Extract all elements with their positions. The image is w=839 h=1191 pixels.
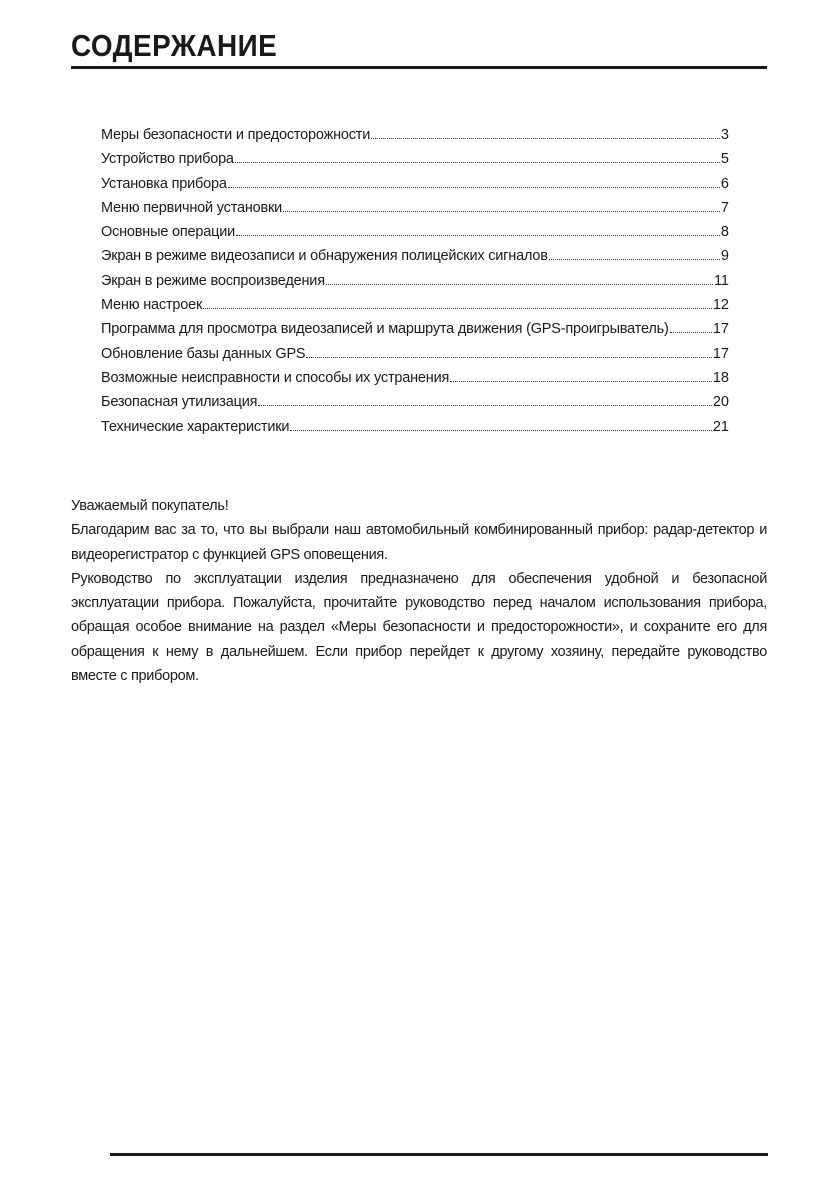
toc-item-label: Технические характеристики — [101, 418, 290, 435]
toc-item-label: Экран в режиме видеозаписи и обнаружения полицейских сигналов — [101, 248, 548, 265]
toc-leader-dots — [670, 332, 712, 333]
toc-item[interactable] — [101, 321, 729, 345]
toc-item-page: 17 — [712, 345, 729, 362]
toc-item-page: 17 — [712, 321, 729, 338]
title-divider — [71, 66, 767, 69]
toc-leader-dots — [235, 162, 720, 163]
toc-item-label: Устройство прибора — [101, 151, 234, 168]
toc-item[interactable] — [101, 248, 729, 272]
toc-item-page: 7 — [720, 199, 729, 216]
footer-divider — [110, 1153, 768, 1156]
toc-leader-dots — [203, 308, 712, 309]
toc-item-label: Установка прибора — [101, 175, 227, 192]
page-title: СОДЕРЖАНИЕ — [71, 28, 278, 63]
toc-item-page: 21 — [712, 418, 729, 435]
toc-leader-dots — [450, 381, 712, 382]
toc-item-page: 5 — [720, 151, 729, 168]
toc-item-label: Обновление базы данных GPS — [101, 345, 306, 362]
toc-item-label: Меню первичной установки — [101, 199, 283, 216]
toc-item[interactable] — [101, 297, 729, 321]
toc-item-page: 9 — [720, 248, 729, 265]
toc-leader-dots — [306, 357, 711, 358]
toc-item[interactable] — [101, 151, 729, 175]
toc-item-label: Меры безопасности и предосторожности — [101, 127, 371, 143]
toc-item[interactable] — [101, 200, 729, 224]
toc-item-label: Экран в режиме воспроизведения — [101, 272, 325, 289]
intro-text — [71, 494, 767, 688]
toc-item[interactable] — [101, 176, 729, 200]
toc-item[interactable] — [101, 394, 729, 418]
toc-leader-dots — [326, 284, 713, 285]
intro-paragraph-1: Благодарим вас за то, что вы выбрали наш автомобильный комбинированный прибор: радар-детектор и видеорегистратор с функцией GPS оповещения. — [71, 522, 767, 563]
toc-item[interactable] — [101, 224, 729, 248]
toc-leader-dots — [236, 235, 720, 236]
toc-item-label: Безопасная утилизация — [101, 394, 258, 411]
toc-leader-dots — [290, 430, 712, 431]
intro-paragraph-2: Руководство по эксплуатации изделия предназначено для обеспечения удобной и безопасной эксплуатации прибора. Пожалуйста, прочитайте руководство перед началом использования прибора, обращая особое внимание на раздел «Меры безопасности и предосторожности», и сохраните его для обращения к нему в дальнейшем. Если прибор перейдет к другому хозяину, передайте руководство вместе с прибором. — [71, 570, 767, 685]
toc-item-label: Программа для просмотра видеозаписей и маршрута движения (GPS-проигрыватель) — [101, 321, 669, 338]
toc-item[interactable] — [101, 127, 729, 151]
toc-item-label: Возможные неисправности и способы их устранения — [101, 369, 450, 386]
toc-item-page: 20 — [712, 394, 729, 411]
toc-item[interactable] — [101, 273, 729, 297]
toc-leader-dots — [371, 138, 720, 139]
toc-item-page: 6 — [720, 175, 729, 192]
table-of-contents — [101, 127, 729, 443]
toc-leader-dots — [258, 405, 712, 406]
toc-leader-dots — [228, 187, 720, 188]
toc-item-page: 8 — [720, 224, 729, 241]
toc-item[interactable] — [101, 419, 729, 443]
toc-item-page: 3 — [720, 127, 729, 143]
toc-leader-dots — [549, 259, 720, 260]
toc-item-page: 11 — [713, 272, 729, 289]
toc-item-page: 18 — [712, 369, 729, 386]
toc-leader-dots — [283, 211, 720, 212]
toc-item-label: Основные операции — [101, 224, 236, 241]
toc-item-page: 12 — [712, 297, 729, 314]
toc-item-label: Меню настроек — [101, 297, 203, 314]
greeting: Уважаемый покупатель! — [71, 498, 229, 514]
toc-item[interactable] — [101, 346, 729, 370]
toc-item[interactable] — [101, 370, 729, 394]
